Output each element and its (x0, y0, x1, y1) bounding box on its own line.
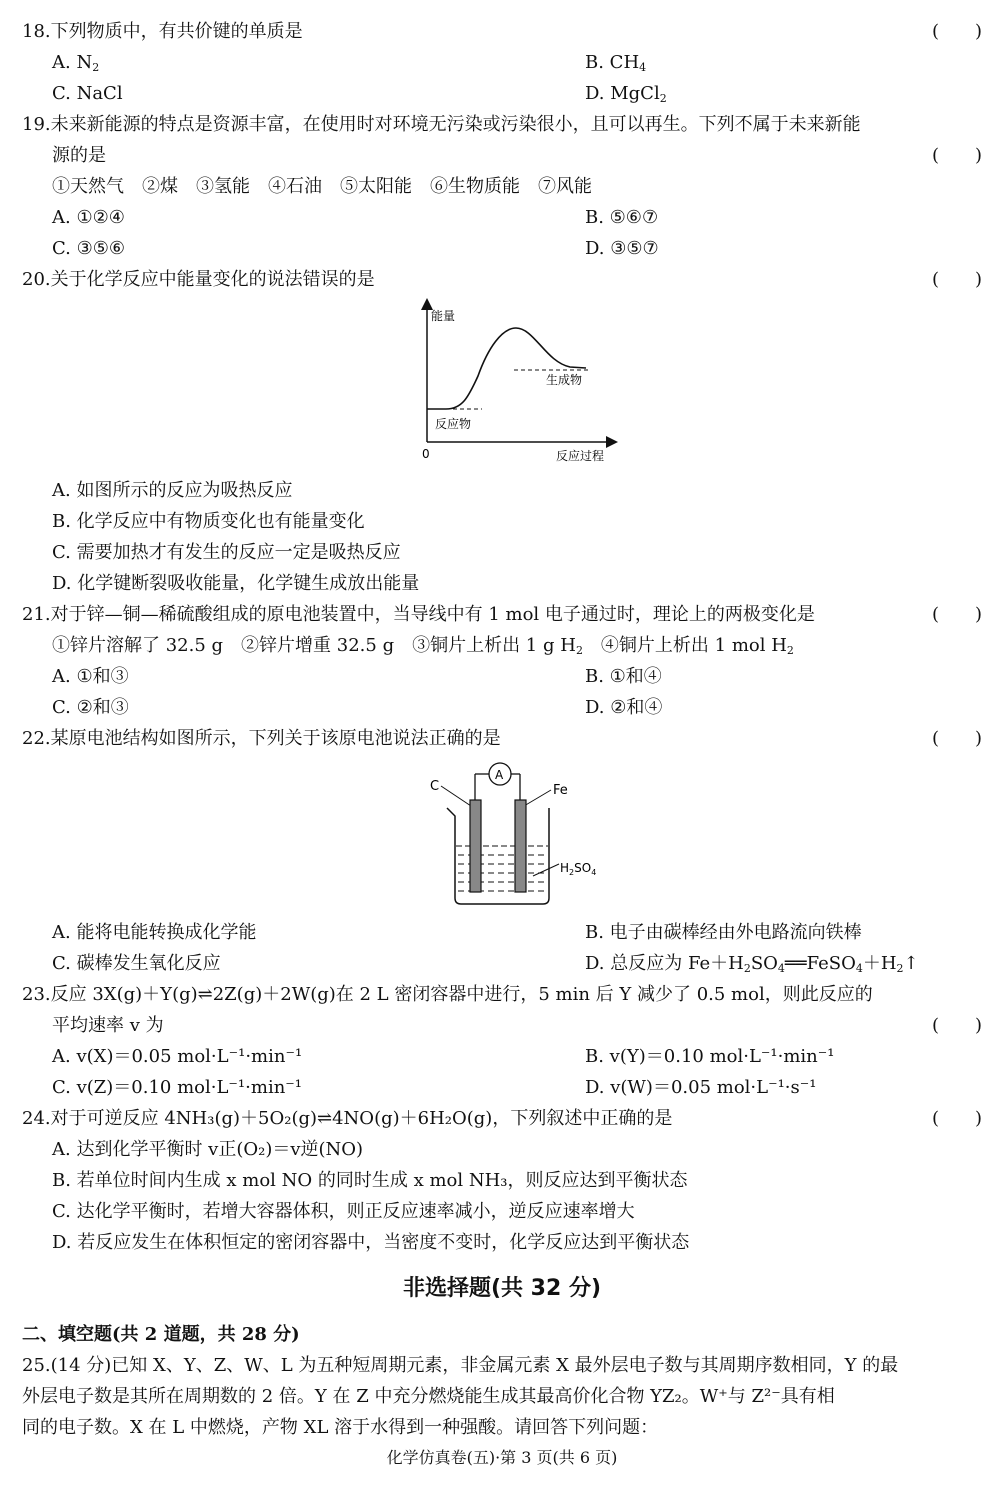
q19-option-b: B. ⑤⑥⑦ (585, 207, 659, 228)
q22-option-a: A. 能将电能转换成化学能 (52, 922, 257, 943)
q18-option-d: D. MgCl$_2$ (585, 83, 667, 105)
page-footer: 化学仿真卷(五)·第 3 页(共 6 页) (386, 1448, 618, 1467)
q19-option-a: A. ①②④ (52, 207, 125, 228)
reactant-label: 反应物 (435, 417, 472, 431)
q23-option-b: B. v(Y)＝0.10 mol·L⁻¹·min⁻¹ (585, 1046, 835, 1067)
q22-stem: 22.某原电池结构如图所示，下列关于该原电池说法正确的是 (22, 728, 501, 749)
q20-option-b: B. 化学反应中有物质变化也有能量变化 (52, 511, 365, 532)
q19-option-c: C. ③⑤⑥ (52, 238, 125, 259)
carbon-label-pointer (441, 786, 471, 806)
q19-option-d: D. ③⑤⑦ (585, 238, 659, 259)
solution-label-pointer (533, 864, 559, 876)
q25-line1: 25.(14 分)已知 X、Y、Z、W、L 为五种短周期元素，非金属元素 X 最外层电子数与其周期序数相同，Y 的最 (22, 1355, 899, 1376)
iron-label-pointer (524, 790, 551, 806)
iron-electrode-label: Fe (553, 783, 568, 798)
q24-option-b: B. 若单位时间内生成 x mol NO 的同时生成 x mol NH₃，则反应达到平衡状态 (52, 1170, 688, 1191)
q18-option-a: A. $N_2$ (52, 52, 100, 74)
q21-stem: 21.对于锌—铜—稀硫酸组成的原电池装置中，当导线中有 1 mol 电子通过时，理论上的两极变化是 (22, 604, 815, 625)
q21-answer-paren: ( ) (931, 604, 982, 625)
q19-choices-list: ①天然气 ②煤 ③氢能 ④石油 ⑤太阳能 ⑥生物质能 ⑦风能 (52, 176, 592, 197)
q18-stem: 18.下列物质中，有共价键的单质是 (22, 21, 303, 42)
origin-label: 0 (422, 447, 430, 461)
q23-answer-paren: ( ) (931, 1015, 982, 1036)
product-label: 生成物 (546, 373, 583, 387)
q24-answer-paren: ( ) (931, 1108, 982, 1129)
part2-title: 二、填空题(共 2 道题，共 28 分) (22, 1324, 300, 1345)
galvanic-cell-diagram (425, 758, 610, 910)
sulfuric-acid-label: $H_2SO_4$ (560, 861, 597, 877)
q21-option-b: B. ①和④ (585, 666, 662, 687)
q22-answer-paren: ( ) (931, 728, 982, 749)
q19-answer-paren: ( ) (931, 145, 982, 166)
q18-option-c: C. NaCl (52, 83, 123, 104)
q23-stem-line1: 23.反应 3X(g)＋Y(g)⇌2Z(g)＋2W(g)在 2 L 密闭容器中进行，5 min 后 Y 减少了 0.5 mol，则此反应的 (22, 984, 873, 1005)
q19-stem-line1: 19.未来新能源的特点是资源丰富，在使用时对环境无污染或污染很小，且可以再生。下列不属于未来新能 (22, 114, 861, 135)
q24-option-c: C. 达化学平衡时，若增大容器体积，则正反应速率减小，逆反应速率增大 (52, 1201, 635, 1222)
q22-option-b: B. 电子由碳棒经由外电路流向铁棒 (585, 922, 862, 943)
energy-axis-label: 能量 (431, 309, 456, 323)
q23-option-d: D. v(W)＝0.05 mol·L⁻¹·s⁻¹ (585, 1077, 817, 1098)
q21-option-a: A. ①和③ (52, 666, 129, 687)
energy-diagram (410, 298, 620, 466)
q20-answer-paren: ( ) (931, 269, 982, 290)
q22-option-d: D. 总反应为 $Fe+H_2SO_4══FeSO_4+H_2↑$ (585, 953, 919, 975)
q20-option-d: D. 化学键断裂吸收能量，化学键生成放出能量 (52, 573, 420, 594)
q20-option-c: C. 需要加热才有发生的反应一定是吸热反应 (52, 542, 401, 563)
energy-curve (427, 328, 586, 409)
carbon-electrode (470, 800, 481, 892)
q23-stem-line2: 平均速率 v 为 (52, 1015, 164, 1036)
q24-option-d: D. 若反应发生在体积恒定的密闭容器中，当密度不变时，化学反应达到平衡状态 (52, 1232, 690, 1253)
q23-option-c: C. v(Z)＝0.10 mol·L⁻¹·min⁻¹ (52, 1077, 303, 1098)
q21-choices-list: ①锌片溶解了 32.5 g ②锌片增重 32.5 g ③铜片上析出 1 g $H_2$ ④铜片上析出 1 mol $H_2$ (52, 635, 794, 657)
q18-answer-paren: ( ) (931, 21, 982, 42)
reaction-axis-label: 反应过程 (556, 449, 605, 463)
q22-option-c: C. 碳棒发生氧化反应 (52, 953, 221, 974)
q24-stem: 24.对于可逆反应 4NH₃(g)＋5O₂(g)⇌4NO(g)＋6H₂O(g)，下列叙述中正确的是 (22, 1108, 673, 1129)
q23-option-a: A. v(X)＝0.05 mol·L⁻¹·min⁻¹ (52, 1046, 303, 1067)
q21-option-d: D. ②和④ (585, 697, 663, 718)
q25-line3: 同的电子数。X 在 L 中燃烧，产物 XL 溶于水得到一种强酸。请回答下列问题： (22, 1417, 659, 1438)
carbon-electrode-label: C (430, 779, 440, 794)
q21-option-c: C. ②和③ (52, 697, 129, 718)
q18-option-b: B. $CH_4$ (585, 52, 647, 74)
q20-stem: 20.关于化学反应中能量变化的说法错误的是 (22, 269, 375, 290)
q24-option-a: A. 达到化学平衡时 v正(O₂)＝v逆(NO) (52, 1139, 364, 1160)
q20-option-a: A. 如图所示的反应为吸热反应 (52, 480, 293, 501)
ammeter-label: A (495, 768, 504, 782)
section-title: 非选择题(共 32 分) (402, 1276, 602, 1301)
q19-stem-line2: 源的是 (52, 145, 106, 166)
beaker-outline (447, 808, 549, 904)
iron-electrode (515, 800, 526, 892)
q25-line2: 外层电子数是其所在周期数的 2 倍。Y 在 Z 中充分燃烧能生成其最高价化合物 YZ₂。W⁺与 Z²⁻具有相 (22, 1386, 835, 1407)
